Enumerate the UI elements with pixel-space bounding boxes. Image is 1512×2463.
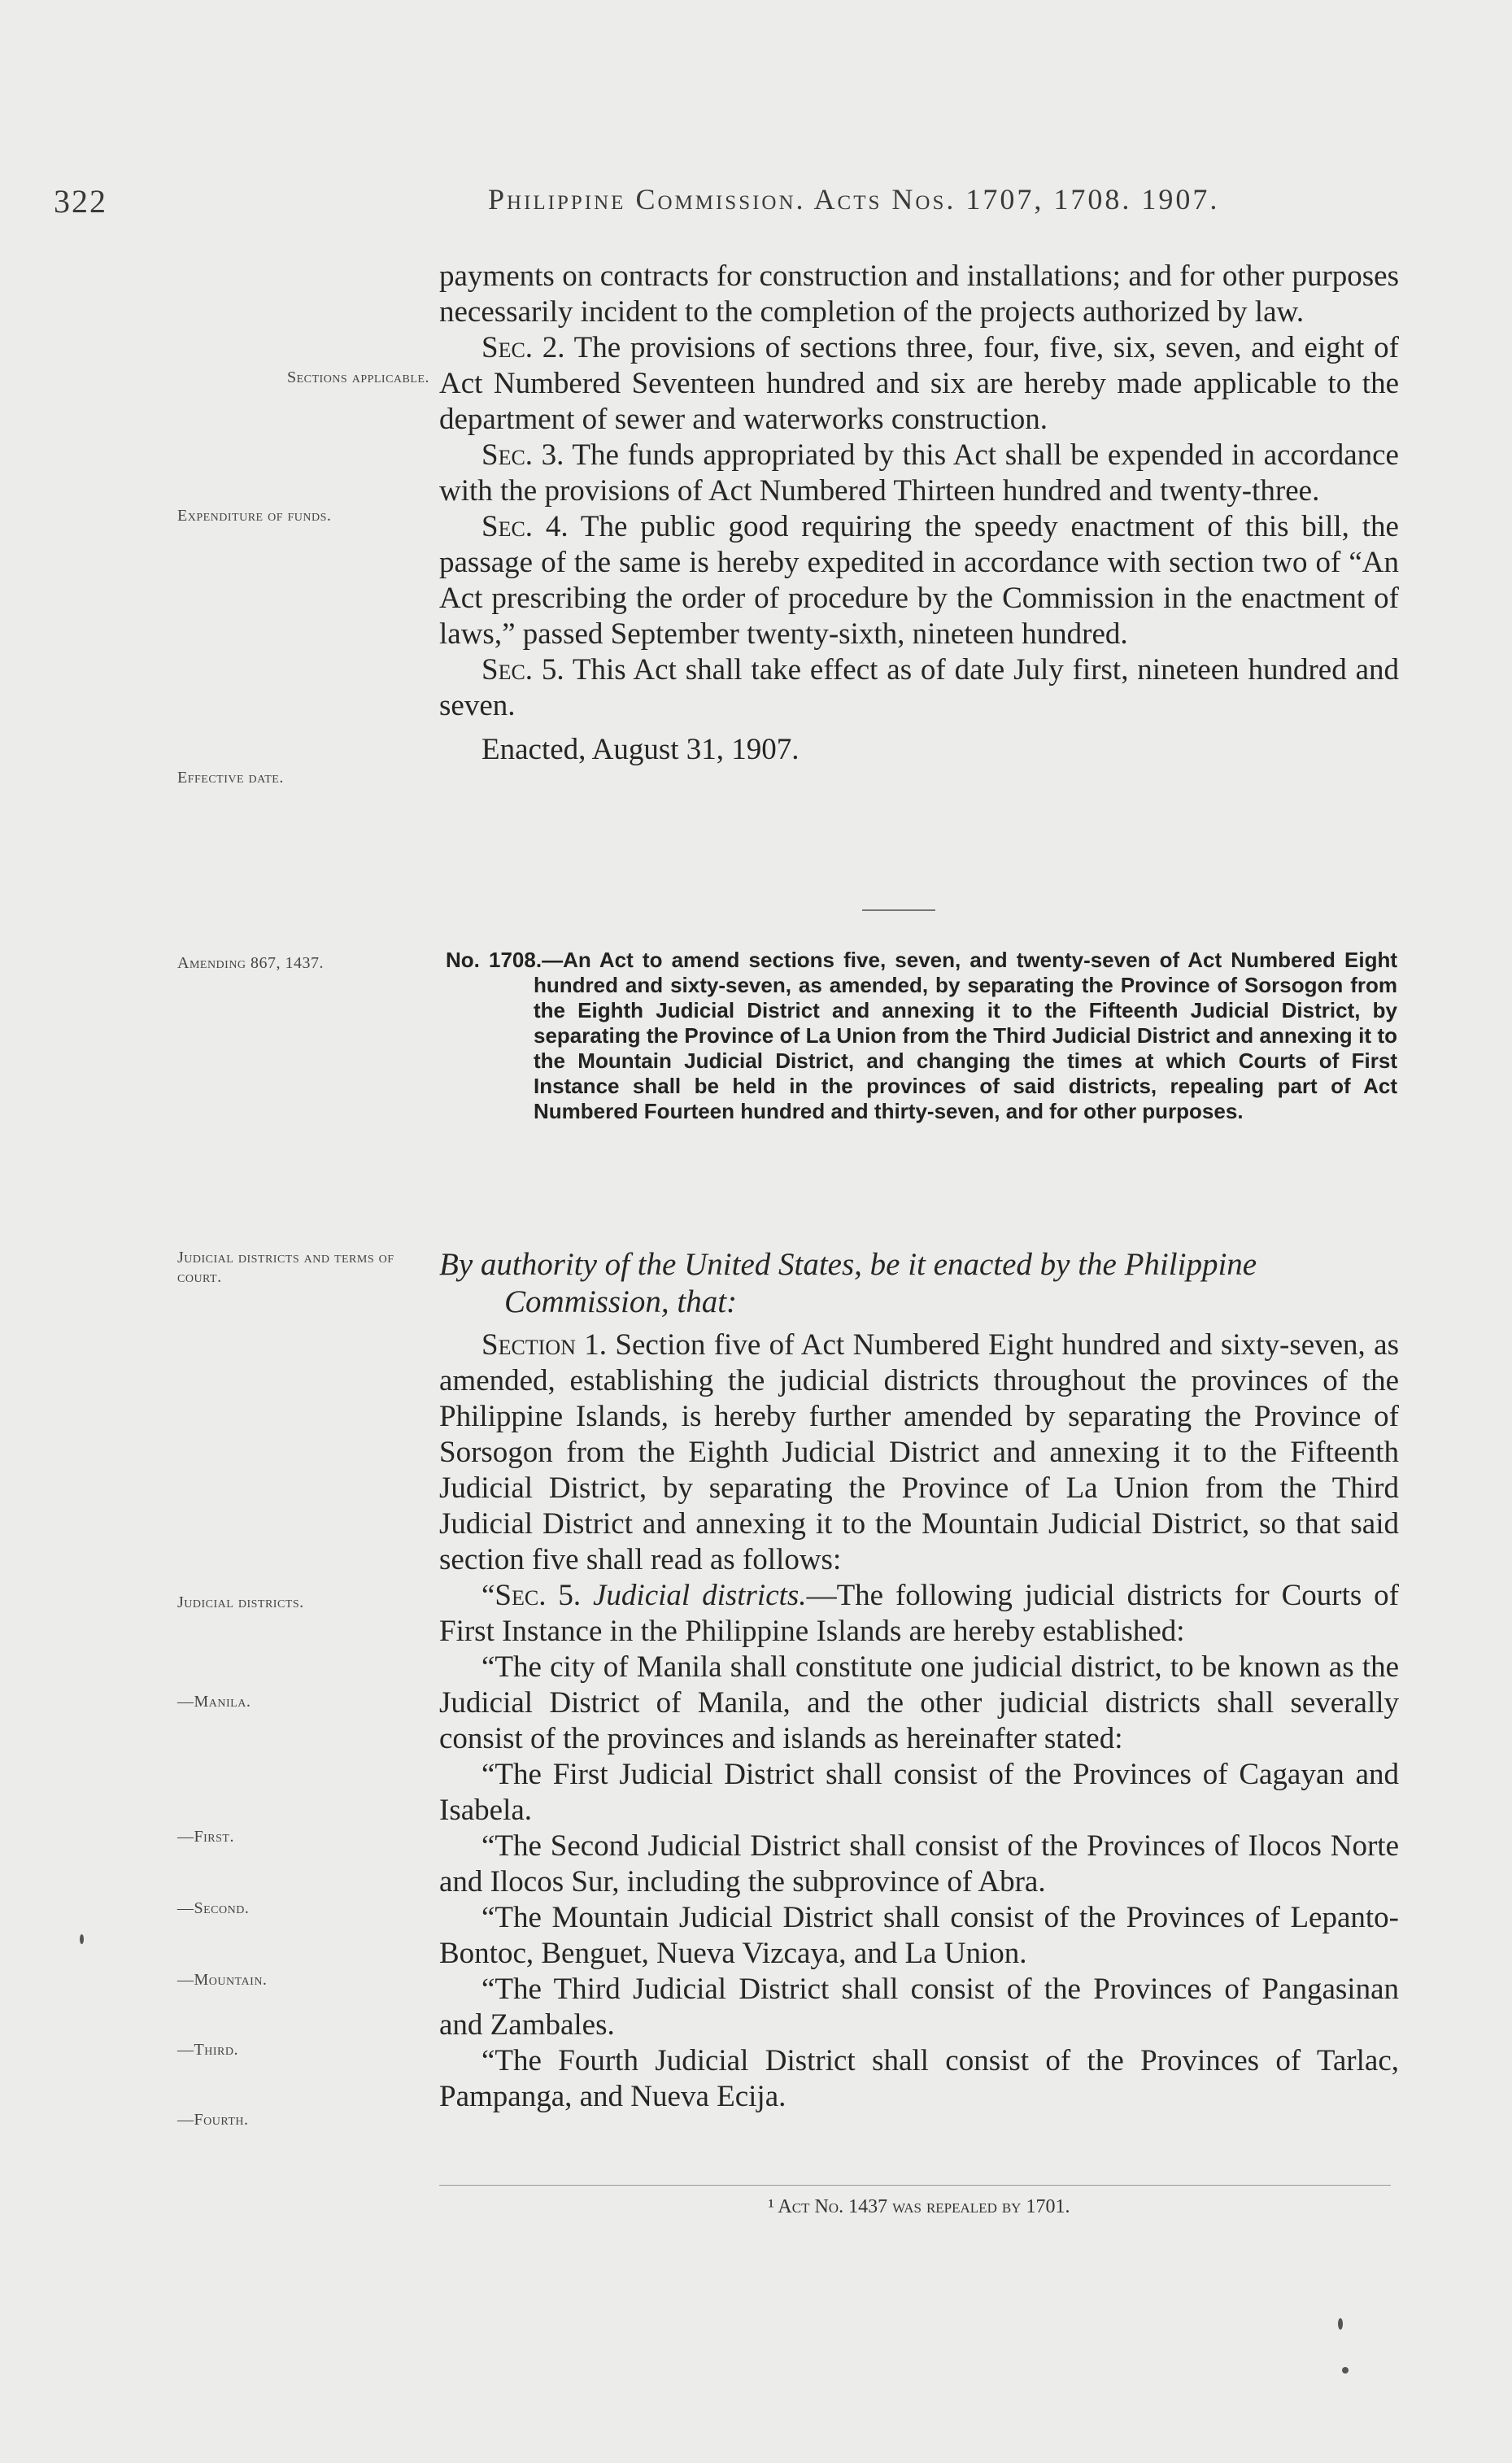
section-2: Sec. 2. The provisions of sections three, four, five, six, seven, and eight of Act Numbered Seventeen hundred and six are hereby made applicable to the department of sewer and waterworks construction.	[439, 331, 1399, 436]
district-mountain: “The Mountain Judicial District shall consist of the Provinces of Lepanto-Bontoc, Benguet, Nueva Vizcaya, and La Union.	[439, 1901, 1399, 1970]
margin-note-mountain: —Mountain.	[177, 1971, 268, 1989]
scan-speck	[1338, 2318, 1343, 2330]
section-1: Section 1. Section five of Act Numbered Eight hundred and sixty-seven, as amended, establishing the judicial districts throughout the provinces of the Philippine Islands, is hereby further amended by separating the Province of Sorsogon from the Eighth Judicial District and annexing it to the Fifteenth Judicial District, by separating the Province of La Union from the Third Judicial District and annexing it to the Mountain Judicial District, so that said section five shall read as follows:	[439, 1328, 1399, 1576]
scan-speck	[1342, 2367, 1349, 2374]
section-5: Sec. 5. This Act shall take effect as of date July first, nineteen hundred and seven.	[439, 653, 1399, 722]
enacted-date: Enacted, August 31, 1907.	[481, 733, 800, 766]
margin-note-fourth: —Fourth.	[177, 2111, 249, 2129]
footnote-rule	[439, 2185, 1391, 2186]
district-first: “The First Judicial District shall consist of the Provinces of Cagayan and Isabela.	[439, 1758, 1399, 1827]
margin-note-expenditure: Expenditure of funds.	[177, 507, 332, 525]
district-third: “The Third Judicial District shall consist of the Provinces of Pangasinan and Zambales.	[439, 1973, 1399, 2042]
section-3: Sec. 3. The funds appropriated by this Act shall be expended in accordance with the provisions of Act Numbered Thirteen hundred and twenty-three.	[439, 438, 1399, 508]
footnote: ¹ Act No. 1437 was repealed by 1701.	[768, 2196, 1070, 2217]
margin-note-manila: —Manila.	[177, 1693, 251, 1711]
margin-note-judicial-terms: Judicial districts and terms of court.	[177, 1249, 394, 1286]
section-divider	[862, 909, 935, 911]
act-1707-body	[439, 259, 1399, 768]
margin-note-second: —Second.	[177, 1899, 250, 1917]
district-fourth: “The Fourth Judicial District shall consist of the Provinces of Tarlac, Pampanga, and Nueva Ecija.	[439, 2044, 1399, 2113]
running-title: Philippine Commission. Acts Nos. 1707, 1708. 1907.	[488, 183, 1220, 216]
district-manila: “The city of Manila shall constitute one judicial district, to be known as the Judicial District of Manila, and the other judicial districts shall severally consist of the provinces and islands as hereinafter stated:	[439, 1650, 1399, 1755]
margin-note-amending: Amending 867, 1437.	[177, 954, 325, 972]
enacting-clause: By authority of the United States, be it enacted by the Philippine Commission, that:	[439, 1247, 1257, 1319]
margin-note-first: —First.	[177, 1828, 234, 1846]
margin-note-sections-applicable: Sections applicable.	[286, 368, 429, 386]
continued-paragraph: payments on contracts for construction and installations; and for other purposes necessarily incident to the completion of the projects authorized by law.	[439, 259, 1399, 329]
page-number: 322	[54, 183, 107, 220]
margin-note-effective-date: Effective date.	[177, 769, 284, 787]
scan-speck	[80, 1934, 84, 1944]
district-second: “The Second Judicial District shall consist of the Provinces of Ilocos Norte and Ilocos Sur, including the subprovince of Abra.	[439, 1829, 1399, 1898]
section-4: Sec. 4. The public good requiring the speedy enactment of this bill, the passage of the same is hereby expedited in accordance with section two of “An Act prescribing the order of procedure by the Commission in the enactment of laws,” passed September twenty-sixth, nineteen hundred.	[439, 510, 1399, 651]
margin-note-third: —Third.	[177, 2041, 238, 2059]
quoted-section-5: “Sec. 5. Judicial districts.—The following judicial districts for Courts of First Instance in the Philippine Islands are hereby established:	[439, 1579, 1400, 1648]
act-1708-body	[439, 1327, 1399, 2115]
act-1708-title: No. 1708.—An Act to amend sections five, seven, and twenty-seven of Act Numbered Eight hundred and sixty-seven, as amended, by separating the Province of Sorsogon from the Eighth Judicial District and annexing it to the Fifteenth Judicial District, by separating the Province of La Union from the Third Judicial District and annexing it to the Mountain Judicial District, and changing the times at which Courts of First Instance shall be held in the provinces of said districts, repealing part of Act Numbered Fourteen hundred and thirty-seven, and for other purposes.	[446, 948, 1397, 1123]
margin-note-judicial-districts: Judicial districts.	[177, 1593, 304, 1611]
